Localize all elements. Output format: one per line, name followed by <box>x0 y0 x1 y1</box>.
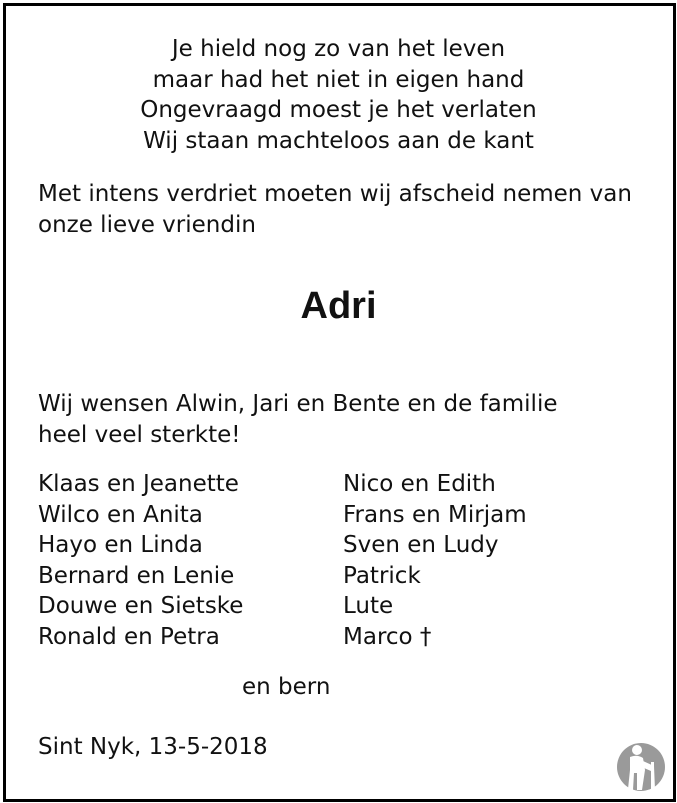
poem-line: Wij staan machteloos aan de kant <box>143 127 534 154</box>
signatory: Sven en Ludy <box>343 532 499 558</box>
signatory: Patrick <box>343 562 421 589</box>
signatory: Klaas en Jeanette <box>38 471 239 497</box>
poem-line: Ongevraagd moest je het verlaten <box>140 97 537 123</box>
place-date: Sint Nyk, 13-5-2018 <box>38 734 268 760</box>
signatories-left <box>38 469 243 652</box>
signatory: Wilco en Anita <box>38 501 203 528</box>
poem <box>3 34 674 156</box>
condolence-wish <box>38 389 658 451</box>
signatory: Nico en Edith <box>343 471 496 497</box>
signatories-right <box>343 469 527 652</box>
signatory: Marco † <box>343 623 432 650</box>
wish-line: Wij wensen Alwin, Jari en Bente en de familie <box>38 391 558 417</box>
signatory: Frans en Mirjam <box>343 501 527 528</box>
intro-text <box>38 179 658 241</box>
mourning-figure-icon <box>616 740 666 792</box>
poem-line: Je hield nog zo van het leven <box>171 36 506 62</box>
signatory: Ronald en Petra <box>38 623 220 650</box>
signatory: Douwe en Sietske <box>38 593 244 619</box>
deceased-name: Adri <box>300 285 377 327</box>
signatory: Lute <box>343 593 394 619</box>
poem-line: maar had het niet in eigen hand <box>152 66 525 93</box>
intro-line: onze lieve vriendin <box>38 212 256 238</box>
intro-line: Met intens verdriet moeten wij afscheid nemen van <box>38 181 632 207</box>
signatory: Hayo en Linda <box>38 532 203 558</box>
signatory: Bernard en Lenie <box>38 562 235 589</box>
family-note: en bern <box>242 674 331 700</box>
wish-line: heel veel sterkte! <box>38 422 241 448</box>
